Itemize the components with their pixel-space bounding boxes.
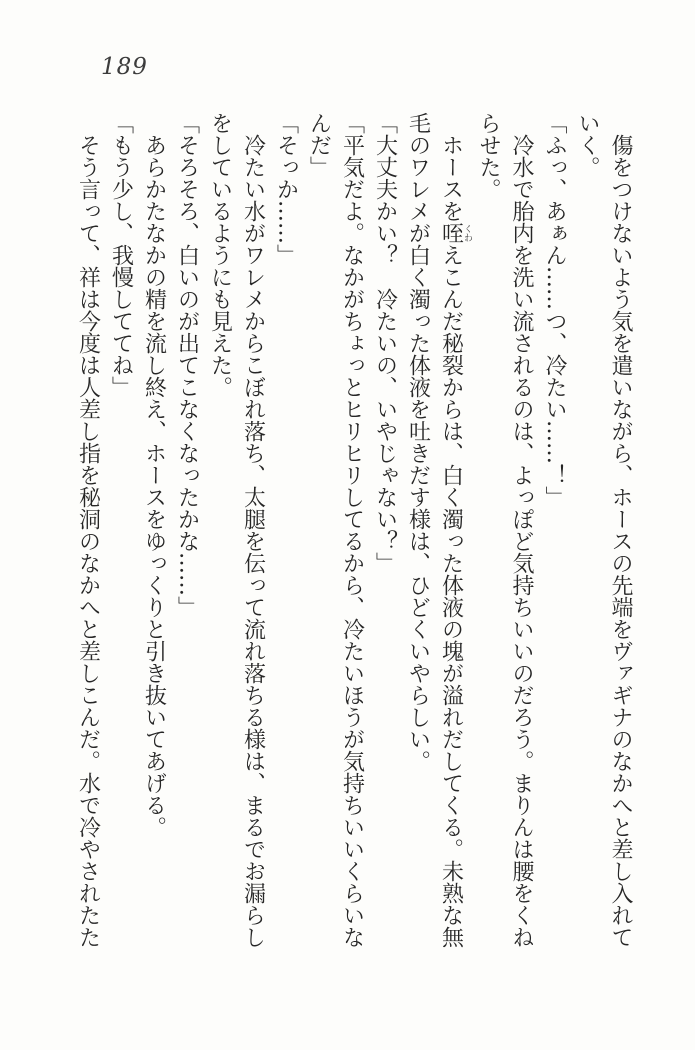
- text-column: 傷をつけないよう気を遣いながら、ホースの先端をヴァギナのなかへと差し入れて: [608, 112, 633, 948]
- text-block: [72, 112, 638, 954]
- text-column: いく。: [575, 112, 600, 178]
- text-column: そう言って、祥は今度は人差し指を秘洞のなかへと差しこんだ。水で冷やされたた: [75, 112, 101, 948]
- text-column: 「ふっ、あぁん……つ、冷たい……！」: [542, 112, 567, 508]
- ruby-annotation: 咥くわ: [438, 222, 472, 244]
- text-column: あらかたなかの精を流し終え、ホースをゆっくりと引き抜いてあげる。: [141, 112, 167, 838]
- page-number: 189: [101, 54, 148, 80]
- text-column: 冷水で胎内を洗い流されるのは、よっぽど気持ちいいのだろう。まりんは腰をくね: [509, 112, 534, 948]
- text-column: 「大丈夫かい？ 冷たいの、いやじゃない？」: [372, 112, 398, 574]
- text-column: 「もう少し、我慢しててね」: [108, 112, 134, 398]
- text-column: 「平気だよ。なかがちょっとヒリヒリしてるから、冷たいほうが気持ちいいくらいな: [339, 112, 365, 948]
- text-column: ホースを咥くわえこんだ秘裂からは、白く濁った体液の塊が溢れだしてくる。未熟な無: [438, 112, 472, 948]
- text-column: 「そろそろ、白いのが出てこなくなったかな……」: [174, 112, 200, 618]
- text-column: 毛のワレメが白く濁った体液を吐きだす様は、ひどくいやらしい。: [405, 112, 431, 772]
- text-column: 冷たい水がワレメからこぼれ落ち、太腿を伝って流れ落ちる様は、まるでお漏らし: [240, 112, 266, 948]
- text-column: らせた。: [476, 112, 501, 200]
- text-column: をしているようにも見えた。: [207, 112, 233, 398]
- text-column: 「そっか……」: [273, 112, 299, 266]
- text-column: んだ」: [306, 112, 332, 178]
